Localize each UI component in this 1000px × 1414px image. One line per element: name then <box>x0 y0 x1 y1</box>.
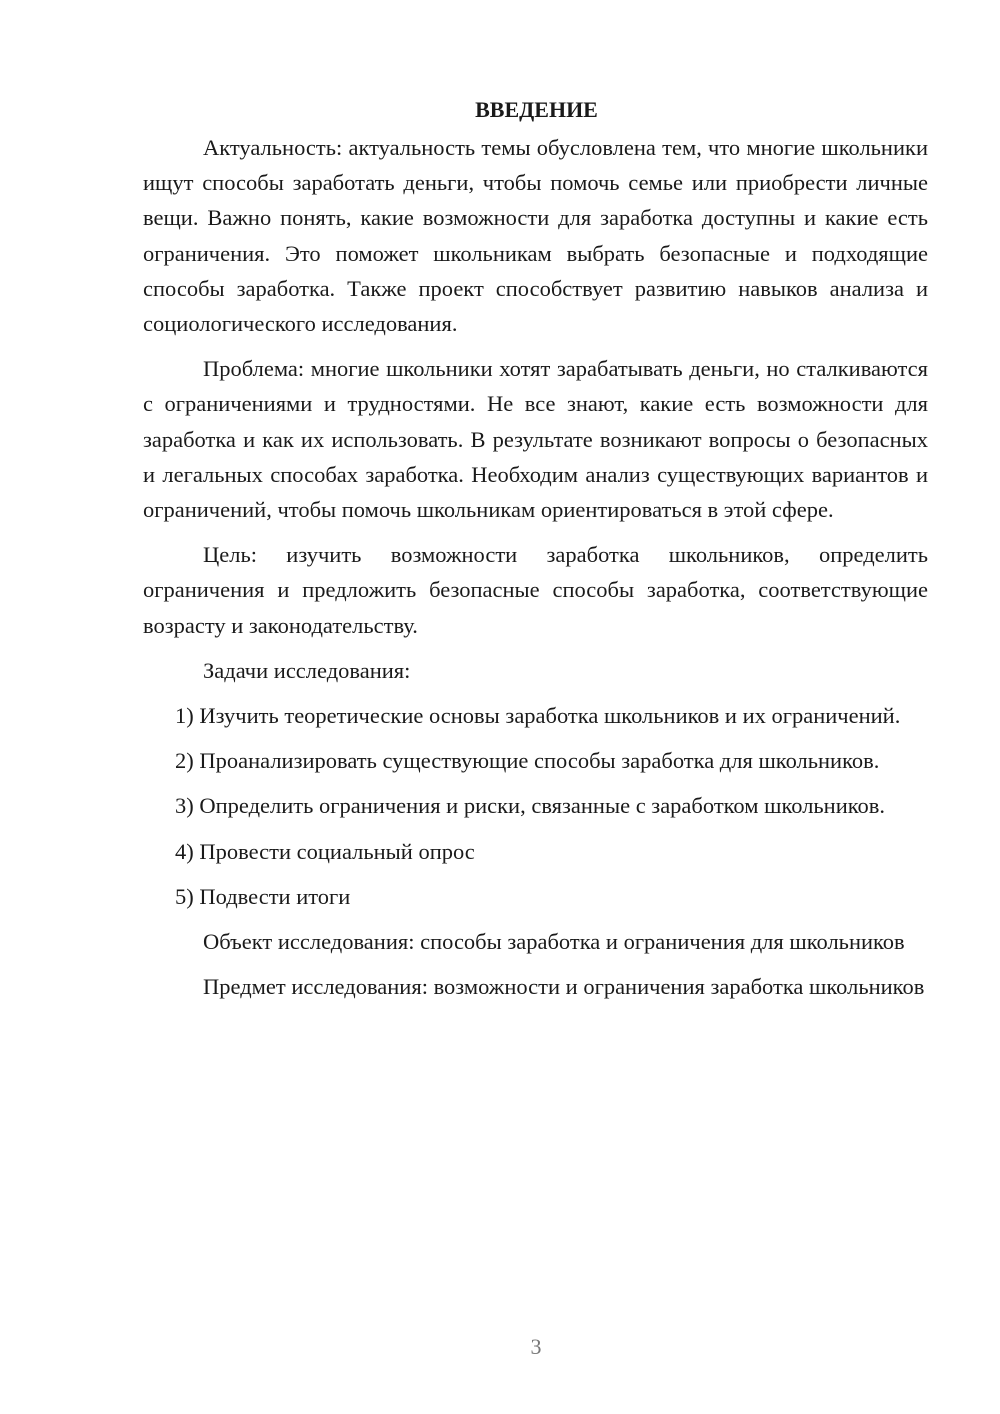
paragraph-object: Объект исследования: способы заработка и ограничения для школьников <box>203 929 905 955</box>
document-page <box>143 92 928 1014</box>
page-number: 3 <box>530 1334 542 1359</box>
paragraph-goal: Цель: изучить возможности заработка школьников, определить ограничения и предложить безопасные способы заработка, соответствующие возрасту и законодательству. <box>143 542 928 638</box>
paragraph-problem: Проблема: многие школьники хотят зарабатывать деньги, но сталкиваются с ограничениями и трудностями. Не все знают, какие есть возможности для заработка и как их использовать. В результате возникают вопросы о безопасных и легальных способах заработка. Необходим анализ существующих вариантов и ограничений, чтобы помочь школьникам ориентироваться в этой сфере. <box>143 356 928 523</box>
task-item-5: 5) Подвести итоги <box>175 883 351 909</box>
paragraph-subject: Предмет исследования: возможности и ограничения заработка школьников <box>203 974 925 1000</box>
paragraph-tasks-heading: Задачи исследования: <box>203 657 411 683</box>
task-item-4: 4) Провести социальный опрос <box>175 838 475 864</box>
task-item-1: 1) Изучить теоретические основы заработка школьников и их ограничений. <box>175 703 901 729</box>
section-title: ВВЕДЕНИЕ <box>475 97 598 122</box>
task-item-3: 3) Определить ограничения и риски, связанные с заработком школьников. <box>175 793 886 819</box>
paragraph-relevance: Актуальность: актуальность темы обусловлена тем, что многие школьники ищут способы заработать деньги, чтобы помочь семье или приобрести личные вещи. Важно понять, какие возможности для заработка доступны и какие есть ограничения. Это поможет школьникам выбрать безопасные и подходящие способы заработка. Также проект способствует развитию навыков анализа и социологического исследования. <box>143 135 928 337</box>
task-item-2: 2) Проанализировать существующие способы заработка для школьников. <box>175 748 880 774</box>
